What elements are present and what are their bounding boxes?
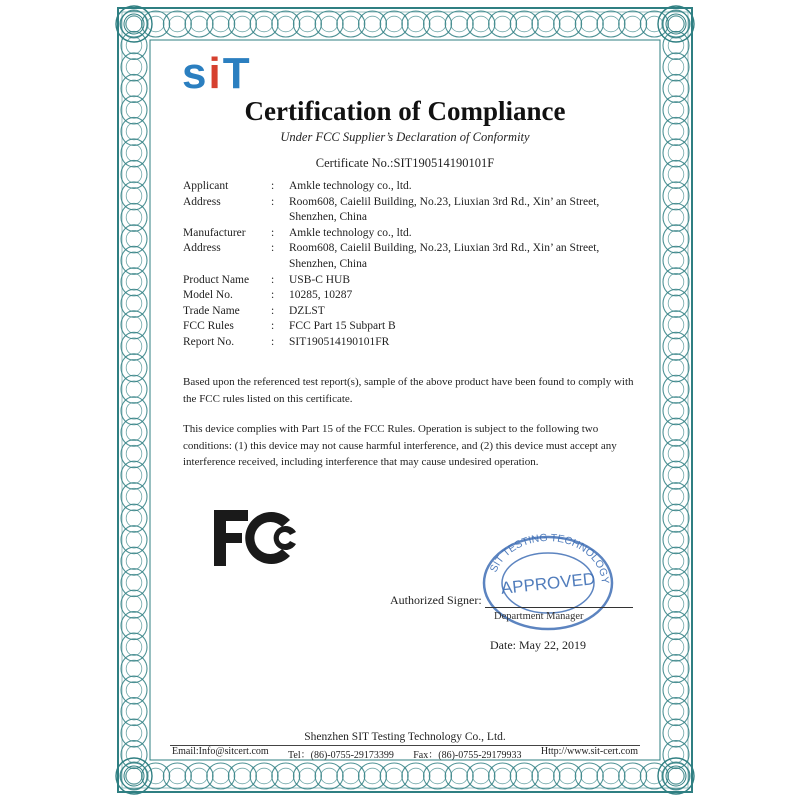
field-row: Report No. : SIT190514190101FR	[183, 335, 390, 348]
footer-company: Shenzhen SIT Testing Technology Co., Ltd.	[304, 731, 506, 743]
footer-tel: Tel：(86)-0755-29173399	[287, 750, 394, 761]
svg-text:SIT TESTING TECHNOLOGY: SIT TESTING TECHNOLOGY	[487, 531, 612, 585]
page-title: Certification of Compliance	[244, 96, 566, 126]
field-row: Product Name : USB-C HUB	[183, 273, 351, 286]
field-row: Applicant : Amkle technology co., ltd.	[183, 180, 412, 192]
signer-title: Department Manager	[494, 611, 584, 622]
footer-email: Email:Info@sitcert.com	[172, 746, 269, 757]
certificate-number: Certificate No.:SIT190514190101F	[315, 156, 495, 170]
certificate-fields	[183, 179, 638, 351]
footer-web: Http://www.sit-cert.com	[540, 746, 638, 757]
authorized-signer-label: Authorized Signer:	[390, 593, 482, 607]
page-subtitle: Under FCC Supplier’s Declaration of Conformity	[280, 130, 530, 144]
field-row: Model No. : 10285, 10287	[183, 289, 353, 302]
fcc-logo	[212, 506, 304, 575]
field-row: Shenzhen, China	[289, 211, 367, 224]
svg-text:APPROVED: APPROVED	[500, 569, 597, 598]
field-row: Shenzhen, China	[289, 257, 367, 270]
signature-line	[485, 595, 633, 608]
fcc-logo-icon	[212, 506, 304, 570]
compliance-statement: Based upon the referenced test report(s), sample of the above product have been found to comply with the FCC rules listed on this certificate.	[183, 376, 634, 405]
field-row: Manufacturer : Amkle technology co., ltd.	[183, 226, 412, 239]
fcc-conditions-statement: This device complies with Part 15 of the FCC Rules. Operation is subject to the following two conditions: (1) this device may not cause harmful interference, and (2) this device must accept any interference received, including interference that may cause undesired operation.	[183, 423, 617, 468]
footer-fax: Fax：(86)-0755-29179933	[413, 750, 522, 761]
issue-date: Date: May 22, 2019	[490, 638, 586, 652]
field-row: Address : Room608, Caielil Building, No.23, Liuxian 3rd Rd., Xin’ an Street,	[183, 195, 600, 208]
field-row: Address : Room608, Caielil Building, No.23, Liuxian 3rd Rd., Xin’ an Street,	[183, 242, 600, 255]
field-row: Trade Name : DZLST	[183, 304, 325, 317]
sit-logo: siT	[182, 49, 252, 98]
field-row: FCC Rules : FCC Part 15 Subpart B	[183, 320, 396, 333]
footer-contact	[172, 746, 638, 761]
authorized-signer	[390, 593, 633, 608]
